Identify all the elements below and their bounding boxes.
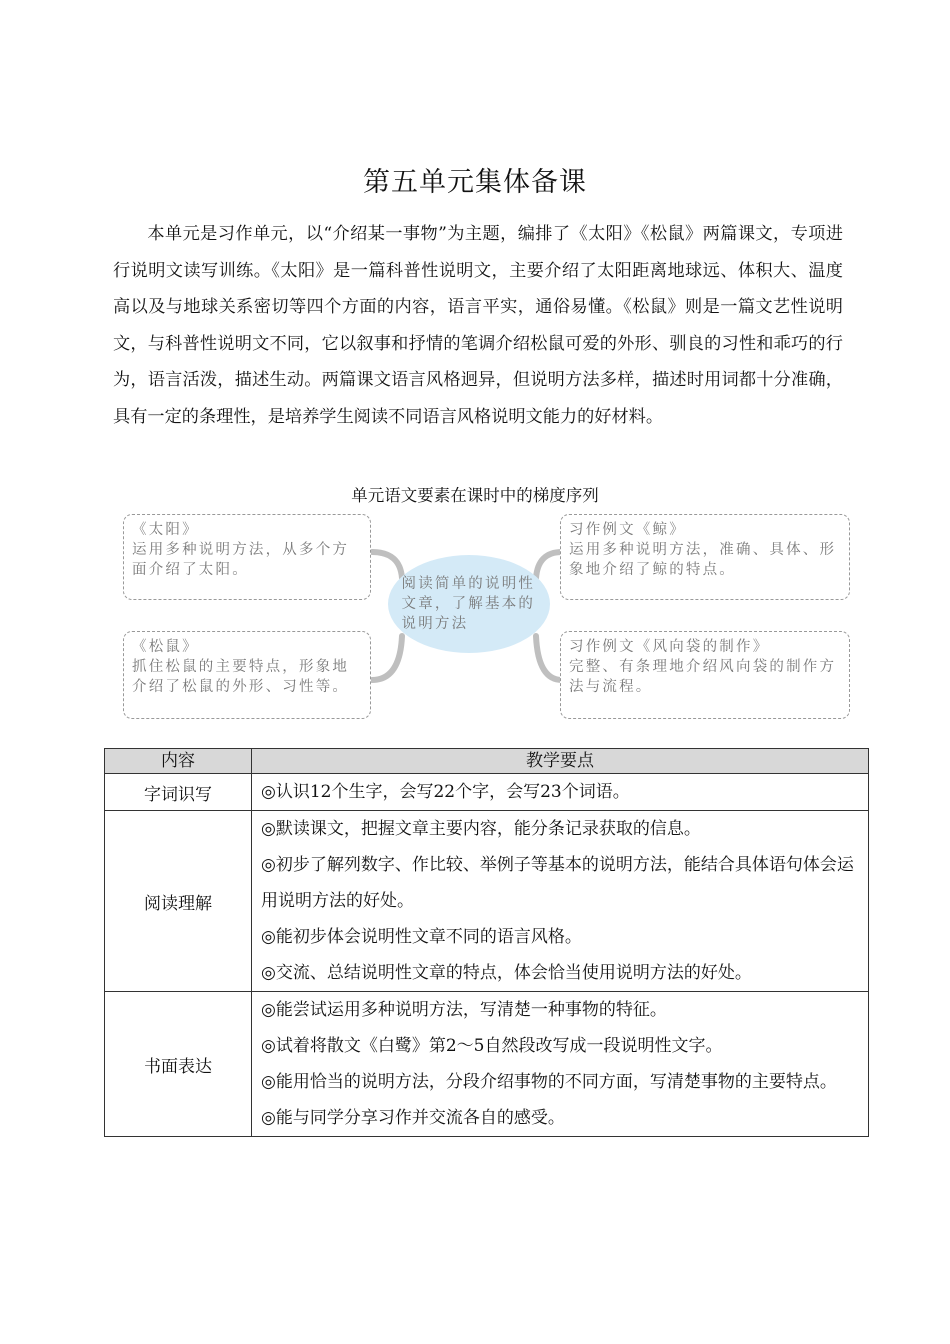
table-row — [105, 774, 869, 811]
row-points — [252, 992, 869, 1137]
row-category: 字词识写 — [105, 774, 252, 811]
table-header-row — [105, 749, 869, 774]
teaching-point: ◎能尝试运用多种说明方法，写清楚一种事物的特征。 — [261, 1000, 667, 1020]
intro-paragraph: 本单元是习作单元，以“介绍某一事物”为主题，编排了《太阳》《松鼠》两篇课文，专项进行说明文读写训练。《太阳》是一篇科普性说明文，主要介绍了太阳距离地球远、体积大、温度高以及与地球关系密切等四个方面的内容，语言平实，通俗易懂。《松鼠》则是一篇文艺性说明文，与科普性说明文不同，它以叙事和抒情的笔调介绍松鼠可爱的外形、驯良的习性和乖巧的行为，语言活泼，描述生动。两篇课文语言风格迥异，但说明方法多样，描述时用词都十分准确，具有一定的条理性，是培养学生阅读不同语言风格说明文能力的好材料。 — [113, 224, 843, 427]
box-fengxiangdai — [560, 631, 850, 719]
teaching-point: ◎试着将散文《白鹭》第2～5自然段改写成一段说明性文字。 — [261, 1036, 723, 1056]
central-topic-text: 阅读简单的说明性文章，了解基本的说明方法 — [401, 576, 536, 632]
row-category: 阅读理解 — [105, 811, 252, 992]
box-title: 习作例文《风向袋的制作》 — [569, 639, 770, 655]
central-topic-bubble — [388, 555, 550, 653]
box-songshu — [123, 631, 371, 719]
teaching-point: ◎初步了解列数字、作比较、举例子等基本的说明方法，能结合具体语句体会运用说明方法的好处。 — [261, 855, 854, 911]
box-title: 习作例文《鲸》 — [569, 522, 686, 538]
box-jing — [560, 514, 850, 600]
teaching-point: ◎交流、总结说明性文章的特点，体会恰当使用说明方法的好处。 — [261, 963, 752, 983]
mind-map — [100, 508, 860, 728]
teaching-point: ◎能初步体会说明性文章不同的语言风格。 — [261, 927, 582, 947]
box-taiyang — [123, 514, 371, 600]
box-text: 运用多种说明方法，从多个方面介绍了太阳。 — [132, 542, 350, 578]
header-teaching-points: 教学要点 — [252, 749, 869, 774]
row-category: 书面表达 — [105, 992, 252, 1137]
teaching-point: ◎默读课文，把握文章主要内容，能分条记录获取的信息。 — [261, 819, 701, 839]
teaching-point: ◎能与同学分享习作并交流各自的感受。 — [261, 1108, 565, 1128]
row-points — [252, 774, 869, 811]
box-title: 《松鼠》 — [132, 639, 199, 655]
box-title: 《太阳》 — [132, 522, 199, 538]
row-points — [252, 811, 869, 992]
table-row — [105, 992, 869, 1137]
box-text: 运用多种说明方法，准确、具体、形象地介绍了鲸的特点。 — [569, 542, 837, 578]
diagram-title: 单元语文要素在课时中的梯度序列 — [351, 486, 599, 505]
page-title: 第五单元集体备课 — [363, 167, 587, 198]
box-text: 完整、有条理地介绍风向袋的制作方法与流程。 — [569, 659, 837, 695]
teaching-points-table — [104, 748, 869, 1137]
box-text: 抓住松鼠的主要特点，形象地介绍了松鼠的外形、习性等。 — [132, 659, 350, 695]
table-row — [105, 811, 869, 992]
teaching-point: ◎能用恰当的说明方法，分段介绍事物的不同方面，写清楚事物的主要特点。 — [261, 1072, 837, 1092]
header-content: 内容 — [105, 749, 252, 774]
teaching-point: ◎认识12个生字，会写22个字，会写23个词语。 — [261, 782, 630, 802]
